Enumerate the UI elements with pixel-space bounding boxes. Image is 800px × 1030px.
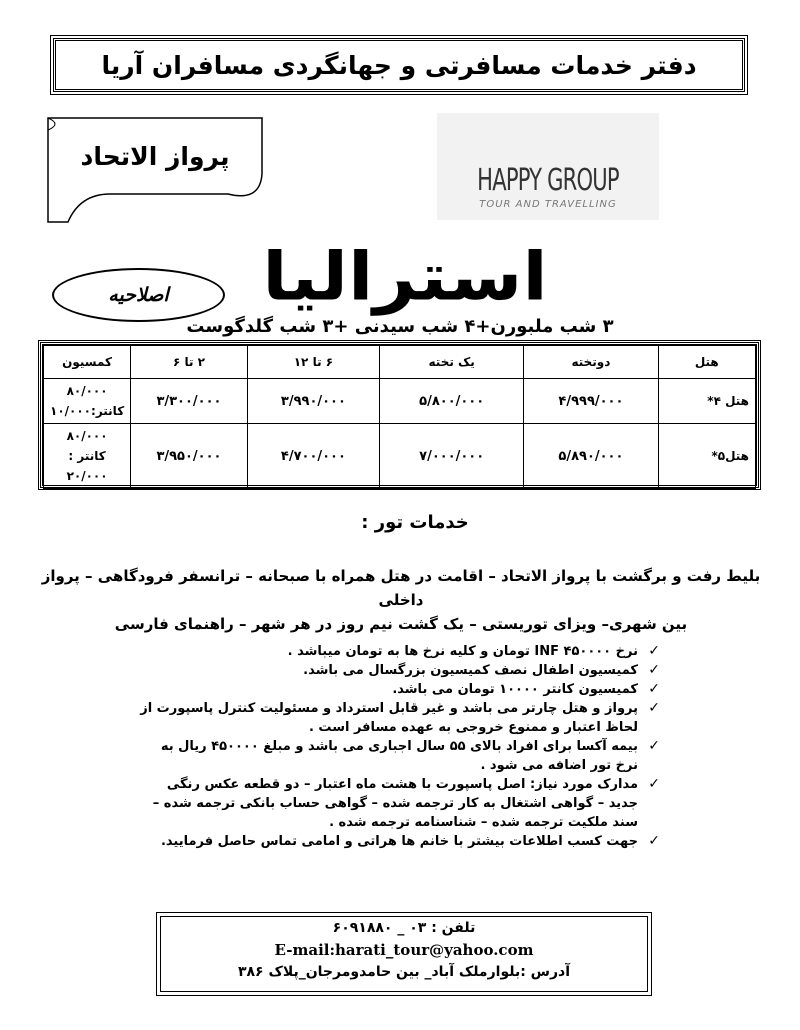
note-text: کمیسیون اطفال نصف کمیسیون بزرگسال می باشد. <box>303 663 638 678</box>
checkmark-icon: ✓ <box>648 662 660 678</box>
price-table <box>40 342 759 488</box>
column-header-commission: کمسیون <box>44 346 131 379</box>
destination-title: استرالیا <box>262 238 548 316</box>
cell-child-6-12: ۴/۷۰۰/۰۰۰ <box>247 424 379 489</box>
services-title: خدمات تور : <box>361 512 469 533</box>
services-description <box>30 564 772 636</box>
table-header-row <box>44 346 756 379</box>
cell-child-6-12: ۳/۹۹۰/۰۰۰ <box>247 379 379 424</box>
note-text: مدارک مورد نیاز: اصل پاسپورت با هشت ماه اعتبار – دو قطعه عکس رنگی جدید – گواهی اشتغال به کار ترجمه شده – گواهی حساب بانکی ترجمه شده – سند ملکیت ترجمه شده – شناسنامه ترجمه شده . <box>152 777 638 830</box>
notes-list <box>140 642 660 851</box>
note-text: بیمه آکسا برای افراد بالای ۵۵ سال اجباری می باشد و مبلغ ۴۵۰۰۰۰ ریال به نرخ تور اضافه می شود . <box>160 739 638 773</box>
cell-child-2-6: ۳/۹۵۰/۰۰۰ <box>131 424 248 489</box>
list-item <box>140 775 660 832</box>
revision-badge <box>52 268 225 322</box>
column-header-hotel: هتل <box>658 346 755 379</box>
contact-email[interactable]: E-mail:harati_tour@yahoo.com <box>274 941 534 959</box>
cell-hotel: هتل۵* <box>658 424 755 489</box>
note-text: نرخ INF ۴۵۰۰۰۰ تومان و کلیه نرخ ها به تومان میباشد . <box>287 644 638 659</box>
itinerary-nights: ۳ شب ملبورن+۴ شب سیدنی +۳ شب گلدگوست <box>186 316 614 337</box>
table-row <box>44 424 756 489</box>
cell-commission <box>44 379 131 424</box>
list-item <box>140 680 660 699</box>
logo-tagline: TOUR AND TRAVELLING <box>479 199 617 210</box>
services-line: بین شهری– ویزای توریستی – یک گشت نیم روز در هر شهر – راهنمای فارسی <box>114 615 688 633</box>
checkmark-icon: ✓ <box>648 833 660 849</box>
logo-wordmark: HAPPY GROUP <box>477 163 619 198</box>
revision-label: اصلاحیه <box>108 284 169 306</box>
checkmark-icon: ✓ <box>648 643 660 659</box>
price-table-grid <box>43 345 756 489</box>
checkmark-icon: ✓ <box>648 700 660 716</box>
list-item <box>140 642 660 661</box>
column-header-child-6-12: ۶ تا ۱۲ <box>247 346 379 379</box>
contact-phone: تلفن : ۰۳ _ ۶۰۹۱۸۸۰ <box>332 920 476 936</box>
list-item <box>140 699 660 737</box>
list-item <box>140 737 660 775</box>
checkmark-icon: ✓ <box>648 738 660 754</box>
column-header-single: یک تخته <box>380 346 524 379</box>
header-title-box <box>53 38 745 92</box>
note-text: کمیسیون کانتر ۱۰۰۰۰ تومان می باشد. <box>392 682 638 697</box>
table-row <box>44 379 756 424</box>
column-header-double: دوتخته <box>524 346 658 379</box>
cell-single: ۵/۸۰۰/۰۰۰ <box>380 379 524 424</box>
list-item <box>140 832 660 851</box>
airline-label: پرواز الاتحاد <box>80 142 230 171</box>
commission-value: ۸۰/۰۰۰ <box>66 429 108 443</box>
cell-hotel: هتل ۴* <box>658 379 755 424</box>
page-title: دفتر خدمات مسافرتی و جهانگردی مسافران آریا <box>101 50 697 80</box>
note-text: جهت کسب اطلاعات بیشتر با خانم ها هراتی و امامی تماس حاصل فرمایید. <box>160 834 638 849</box>
checkmark-icon: ✓ <box>648 776 660 792</box>
commission-value: ۸۰/۰۰۰ <box>66 384 108 398</box>
list-item <box>140 661 660 680</box>
counter-commission: کانتر:۱۰/۰۰۰ <box>50 404 125 418</box>
contact-address: آدرس :بلوارملک آباد_ بین حامدومرجان_پلاک ۳۸۶ <box>237 964 571 980</box>
cell-single: ۷/۰۰۰/۰۰۰ <box>380 424 524 489</box>
checkmark-icon: ✓ <box>648 681 660 697</box>
column-header-child-2-6: ۲ تا ۶ <box>131 346 248 379</box>
counter-commission: کانتر : ۲۰/۰۰۰ <box>66 449 108 483</box>
note-text: پرواز و هتل چارتر می باشد و غیر قابل استرداد و مسئولیت کنترل پاسپورت از لحاظ اعتبار و ممنوع خروجی به عهده مسافر است . <box>140 701 638 735</box>
services-line: بلیط رفت و برگشت با پرواز الاتحاد – اقامت در هتل همراه با صبحانه – ترانسفر فرودگاهی – پرواز داخلی <box>41 567 761 609</box>
cell-child-2-6: ۳/۳۰۰/۰۰۰ <box>131 379 248 424</box>
cell-commission <box>44 424 131 489</box>
contact-box <box>160 916 648 992</box>
cell-double: ۴/۹۹۹/۰۰۰ <box>524 379 658 424</box>
cell-double: ۵/۸۹۰/۰۰۰ <box>524 424 658 489</box>
